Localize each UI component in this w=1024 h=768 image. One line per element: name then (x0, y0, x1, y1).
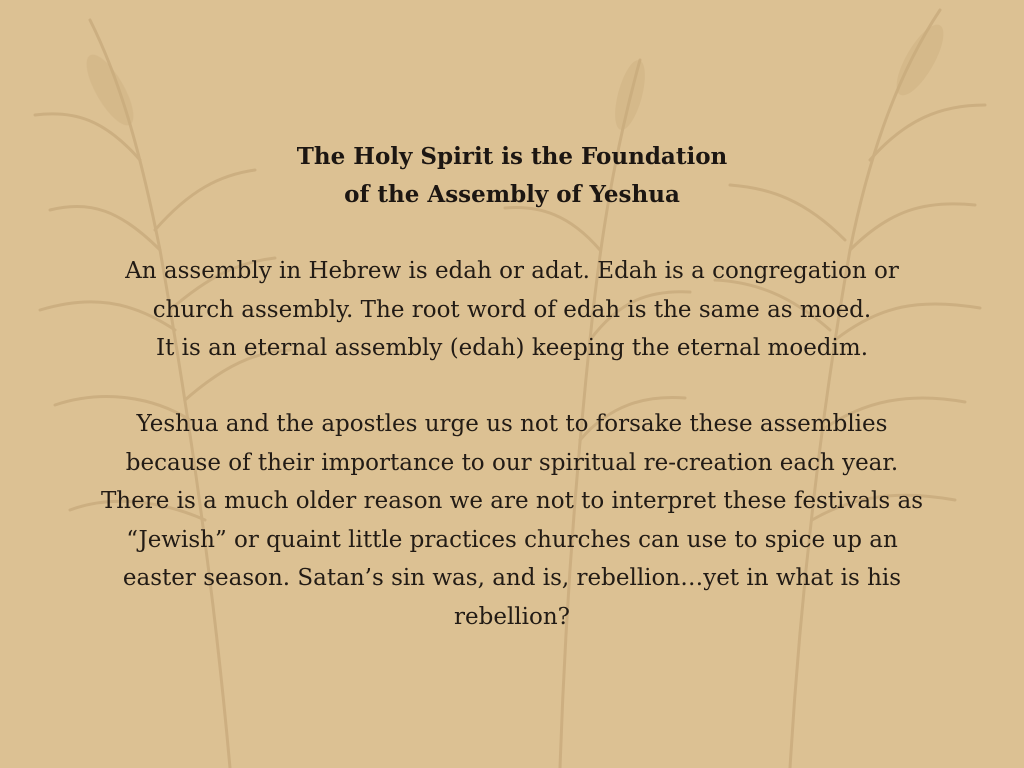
paragraph-line: church assembly. The root word of edah is the same as moed. (152, 296, 872, 323)
paragraph-line: There is a much older reason we are not to interpret these festivals as (100, 488, 924, 514)
paragraph-line: It is an eternal assembly (edah) keeping the eternal moedim. (155, 335, 869, 361)
paragraph-line: because of their importance to our spiritual re-creation each year. (125, 449, 899, 476)
paragraph-line: easter season. Satan’s sin was, and is, rebellion…yet in what is his (122, 565, 902, 591)
title-line: of the Assembly of Yeshua (344, 181, 680, 208)
body-paragraph-rebellion (20, 405, 1004, 636)
body-paragraph-assembly (20, 252, 1004, 368)
paragraph-line: rebellion? (454, 603, 570, 630)
paragraph-line: Yeshua and the apostles urge us not to forsake these assemblies (136, 411, 888, 437)
slide-title (0, 138, 1024, 214)
paragraph-line: “Jewish” or quaint little practices churches can use to spice up an (126, 526, 898, 553)
paragraph-line: An assembly in Hebrew is edah or adat. Edah is a congregation or (125, 258, 899, 284)
title-line: The Holy Spirit is the Foundation (296, 143, 728, 170)
